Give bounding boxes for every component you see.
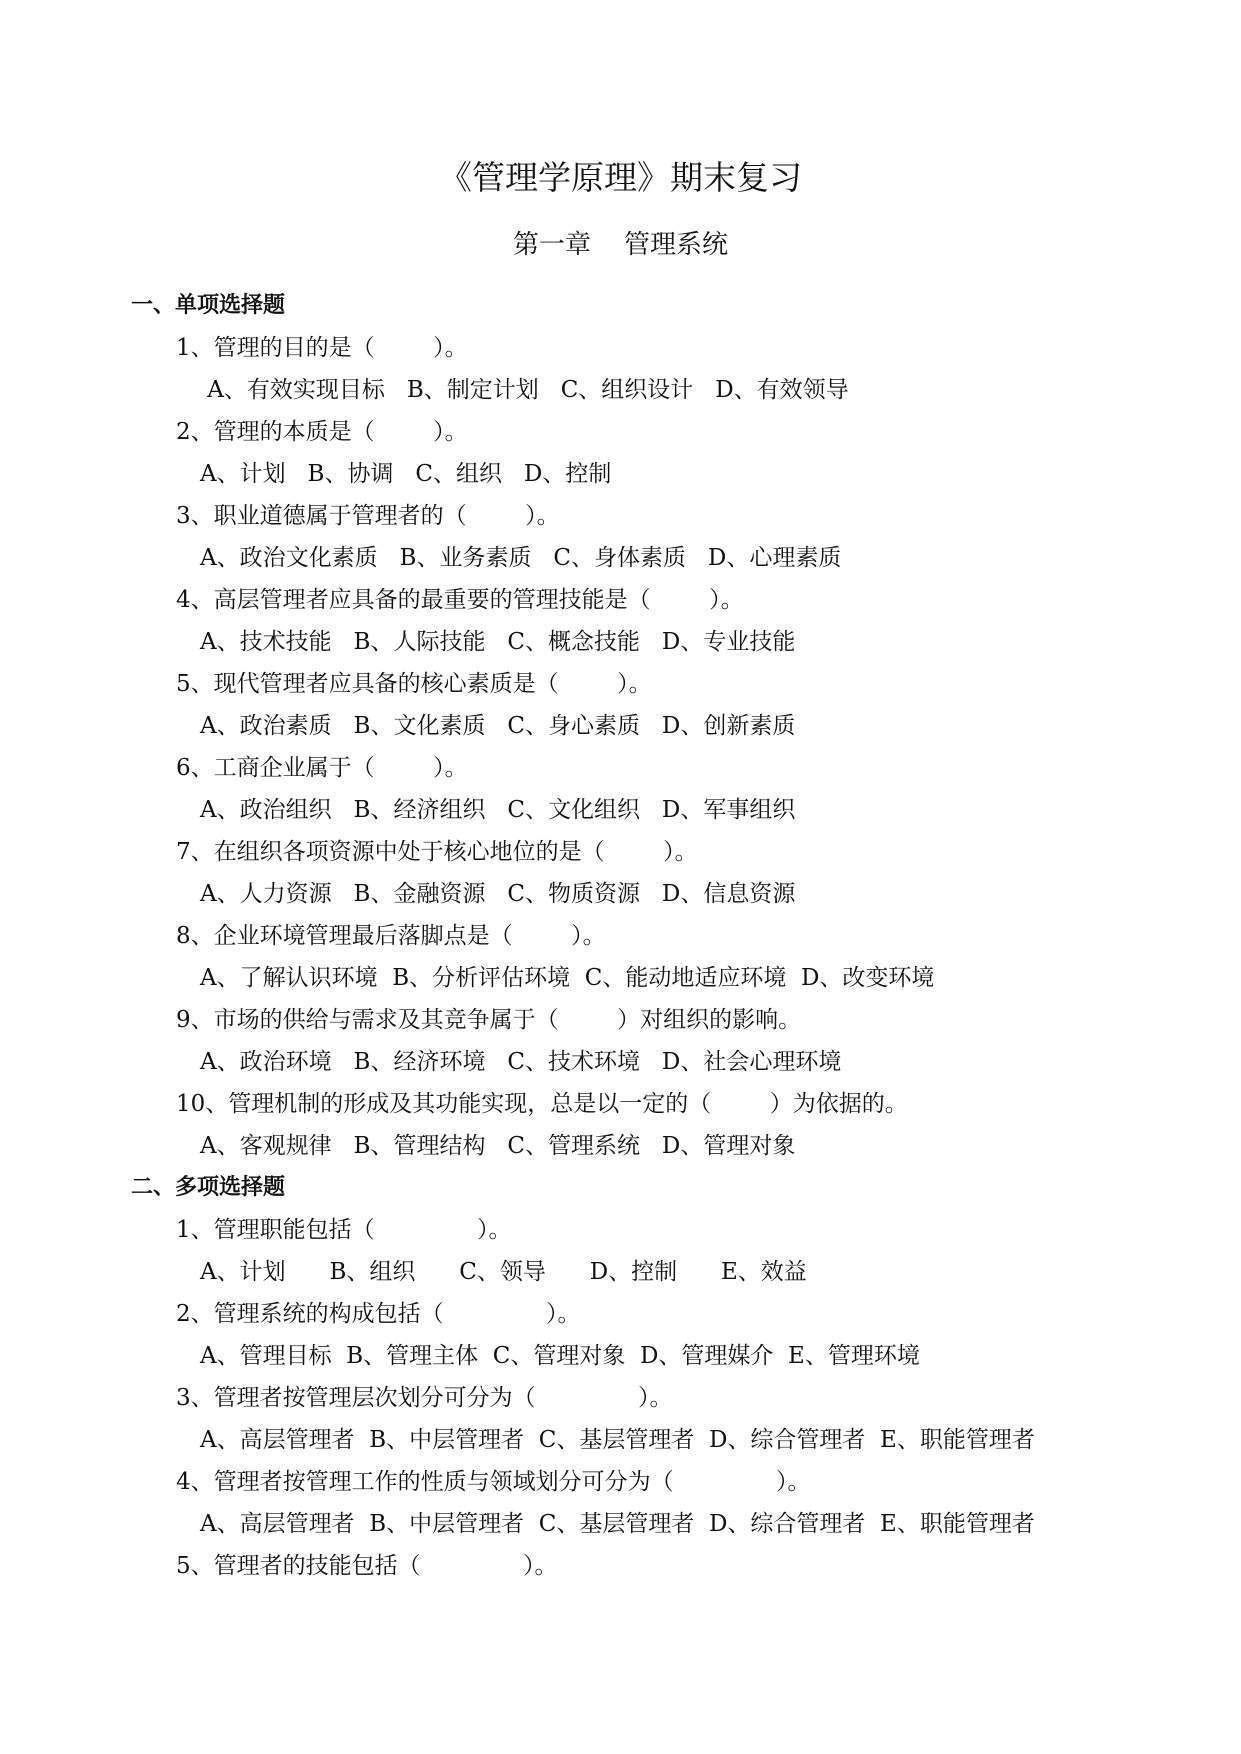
question-text: 5、现代管理者应具备的核心素质是（ ）。 xyxy=(176,671,652,697)
exam-content xyxy=(0,285,1241,1587)
question-text: 2、管理系统的构成包括（ ）。 xyxy=(176,1301,581,1327)
question-options: A、政治组织 B、经济组织 C、文化组织 D、军事组织 xyxy=(200,797,796,823)
question-text: 10、管理机制的形成及其功能实现，总是以一定的（ ）为依据的。 xyxy=(176,1091,908,1117)
question-text: 9、市场的供给与需求及其竞争属于（ ）对组织的影响。 xyxy=(176,1007,802,1033)
question-text: 3、管理者按管理层次划分可分为（ ）。 xyxy=(176,1385,673,1411)
question-options: A、高层管理者 B、中层管理者 C、基层管理者 D、综合管理者 E、职能管理者 xyxy=(200,1427,1035,1453)
question-options: A、高层管理者 B、中层管理者 C、基层管理者 D、综合管理者 E、职能管理者 xyxy=(200,1511,1035,1537)
question-options: A、计划 B、组织 C、领导 D、控制 E、效益 xyxy=(200,1259,807,1285)
question-text: 1、管理职能包括（ ）。 xyxy=(176,1217,512,1243)
section-heading-multiple-choice: 二、多项选择题 xyxy=(131,1175,286,1200)
question-options: A、管理目标 B、管理主体 C、管理对象 D、管理媒介 E、管理环境 xyxy=(200,1343,920,1369)
question-text: 5、管理者的技能包括（ ）。 xyxy=(176,1553,558,1579)
question-text: 7、在组织各项资源中处于核心地位的是（ ）。 xyxy=(176,839,698,865)
question-text: 2、管理的本质是（ ）。 xyxy=(176,419,468,445)
question-text: 1、管理的目的是（ ）。 xyxy=(176,335,468,361)
question-text: 4、高层管理者应具备的最重要的管理技能是（ ）。 xyxy=(176,587,744,613)
question-text: 4、管理者按管理工作的性质与领域划分可分为（ ）。 xyxy=(176,1469,811,1495)
question-options: A、技术技能 B、人际技能 C、概念技能 D、专业技能 xyxy=(200,629,796,655)
section-heading-single-choice: 一、单项选择题 xyxy=(131,293,286,318)
question-text: 6、工商企业属于（ ）。 xyxy=(176,755,468,781)
question-options: A、政治素质 B、文化素质 C、身心素质 D、创新素质 xyxy=(200,713,796,739)
question-options: A、人力资源 B、金融资源 C、物质资源 D、信息资源 xyxy=(200,881,796,907)
question-text: 8、企业环境管理最后落脚点是（ ）。 xyxy=(176,923,606,949)
question-options: A、有效实现目标 B、制定计划 C、组织设计 D、有效领导 xyxy=(200,377,849,403)
question-text: 3、职业道德属于管理者的（ ）。 xyxy=(176,503,560,529)
question-options: A、计划 B、协调 C、组织 D、控制 xyxy=(200,461,612,487)
chapter-title: 第一章 管理系统 xyxy=(512,230,729,260)
question-options: A、客观规律 B、管理结构 C、管理系统 D、管理对象 xyxy=(200,1133,796,1159)
question-options: A、政治文化素质 B、业务素质 C、身体素质 D、心理素质 xyxy=(200,545,842,571)
question-options: A、政治环境 B、经济环境 C、技术环境 D、社会心理环境 xyxy=(200,1049,842,1075)
document-title: 《管理学原理》期末复习 xyxy=(439,158,802,197)
question-options: A、了解认识环境 B、分析评估环境 C、能动地适应环境 D、改变环境 xyxy=(200,965,935,991)
